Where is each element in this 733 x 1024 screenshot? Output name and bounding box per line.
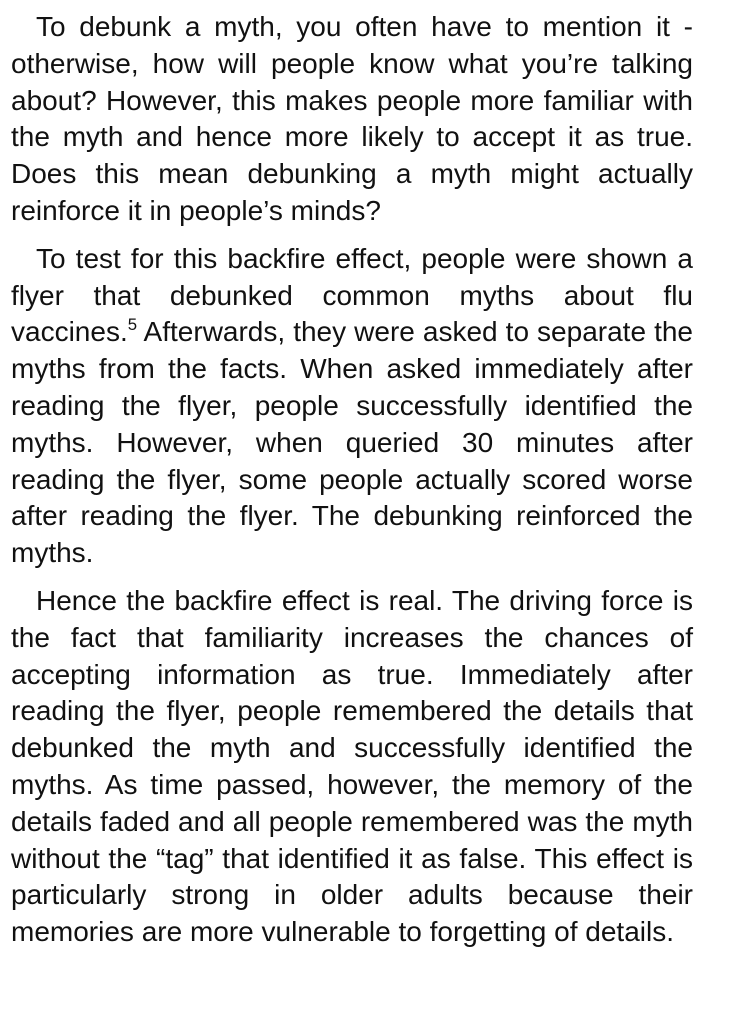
paragraph-text: To debunk a myth, you often have to mention it - otherwise, how will people know what you’re talking about? However, this makes people more familiar with the myth and hence more likely to accept it as true. Does this mean debunking a myth might actually reinforce it in people’s minds? — [11, 11, 693, 226]
paragraph-myth-familiarity — [11, 9, 693, 230]
paragraph-backfire-explanation — [11, 583, 693, 951]
paragraph-text-after-ref: Afterwards, they were asked to separate the myths from the facts. When asked immediately after reading the flyer, people successfully identified the myths. However, when queried 30 minutes after reading the flyer, some people actually scored worse after reading the flyer. The debunking reinforced the myths. — [11, 316, 693, 569]
paragraph-text: Hence the backfire effect is real. The driving force is the fact that familiarity increases the chances of accepting information as true. Immediately after reading the flyer, people remembered the details that debunked the myth and successfully identified the myths. As time passed, however, the memory of the details faded and all people remembered was the myth without the “tag” that identified it as false. This effect is particularly strong in older adults because their memories are more vulnerable to forgetting of details. — [11, 584, 693, 948]
paragraph-text-before-ref: To test for this backfire effect, people were shown a flyer that debunked common myths about flu vaccines. — [11, 242, 693, 348]
paragraph-backfire-test — [11, 241, 693, 572]
footnote-reference: 5 — [127, 315, 138, 335]
